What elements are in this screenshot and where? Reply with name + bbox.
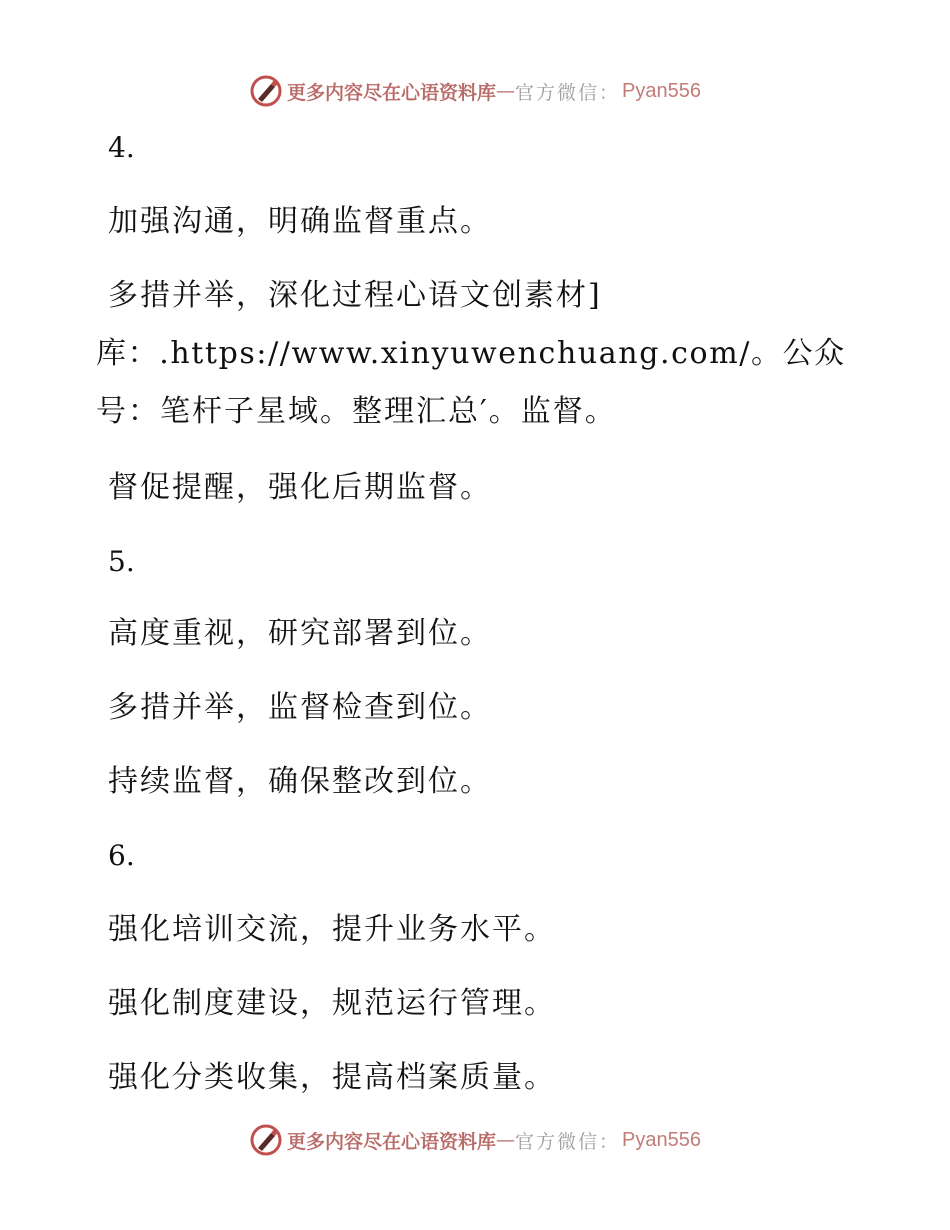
footer-watermark-banner <box>0 1120 950 1160</box>
section-number-5: 5. <box>108 545 135 578</box>
text-line: 多措并举，监督检查到位。 <box>108 690 492 725</box>
text-line-url: 库：.https://www.xinyuwenchuang.com/。公众 <box>96 336 846 371</box>
text-line: 号：笔杆子星域。整理汇总′。监督。 <box>96 394 617 429</box>
text-line: 强化分类收集，提高档案质量。 <box>108 1060 556 1095</box>
section-number-4: 4. <box>108 131 135 164</box>
pen-logo-icon <box>249 1123 283 1157</box>
text-line: 强化培训交流，提升业务水平。 <box>108 912 556 947</box>
text-line: 强化制度建设，规范运行管理。 <box>108 986 556 1021</box>
text-line: 督促提醒，强化后期监督。 <box>108 470 492 505</box>
section-number-6: 6. <box>108 839 135 872</box>
banner-library-text: 更多内容尽在心语资料库 <box>287 1130 497 1153</box>
text-line: 多措并举，深化过程心语文创素材] <box>108 278 602 313</box>
banner-official-wechat-label: 官方微信： <box>515 81 621 104</box>
text-line: 高度重视，研究部署到位。 <box>108 616 492 651</box>
banner-wechat-id: Pyan556 <box>622 1128 701 1151</box>
banner-official-wechat-label: 官方微信： <box>515 1130 621 1153</box>
text-line: 加强沟通，明确监督重点。 <box>108 204 492 239</box>
banner-separator: — <box>496 1129 516 1151</box>
text-line: 持续监督，确保整改到位。 <box>108 764 492 799</box>
banner-separator: — <box>496 80 516 102</box>
banner-wechat-id: Pyan556 <box>622 79 701 102</box>
banner-library-text: 更多内容尽在心语资料库 <box>287 81 497 104</box>
pen-logo-icon <box>249 74 283 108</box>
header-watermark-banner <box>0 71 950 111</box>
